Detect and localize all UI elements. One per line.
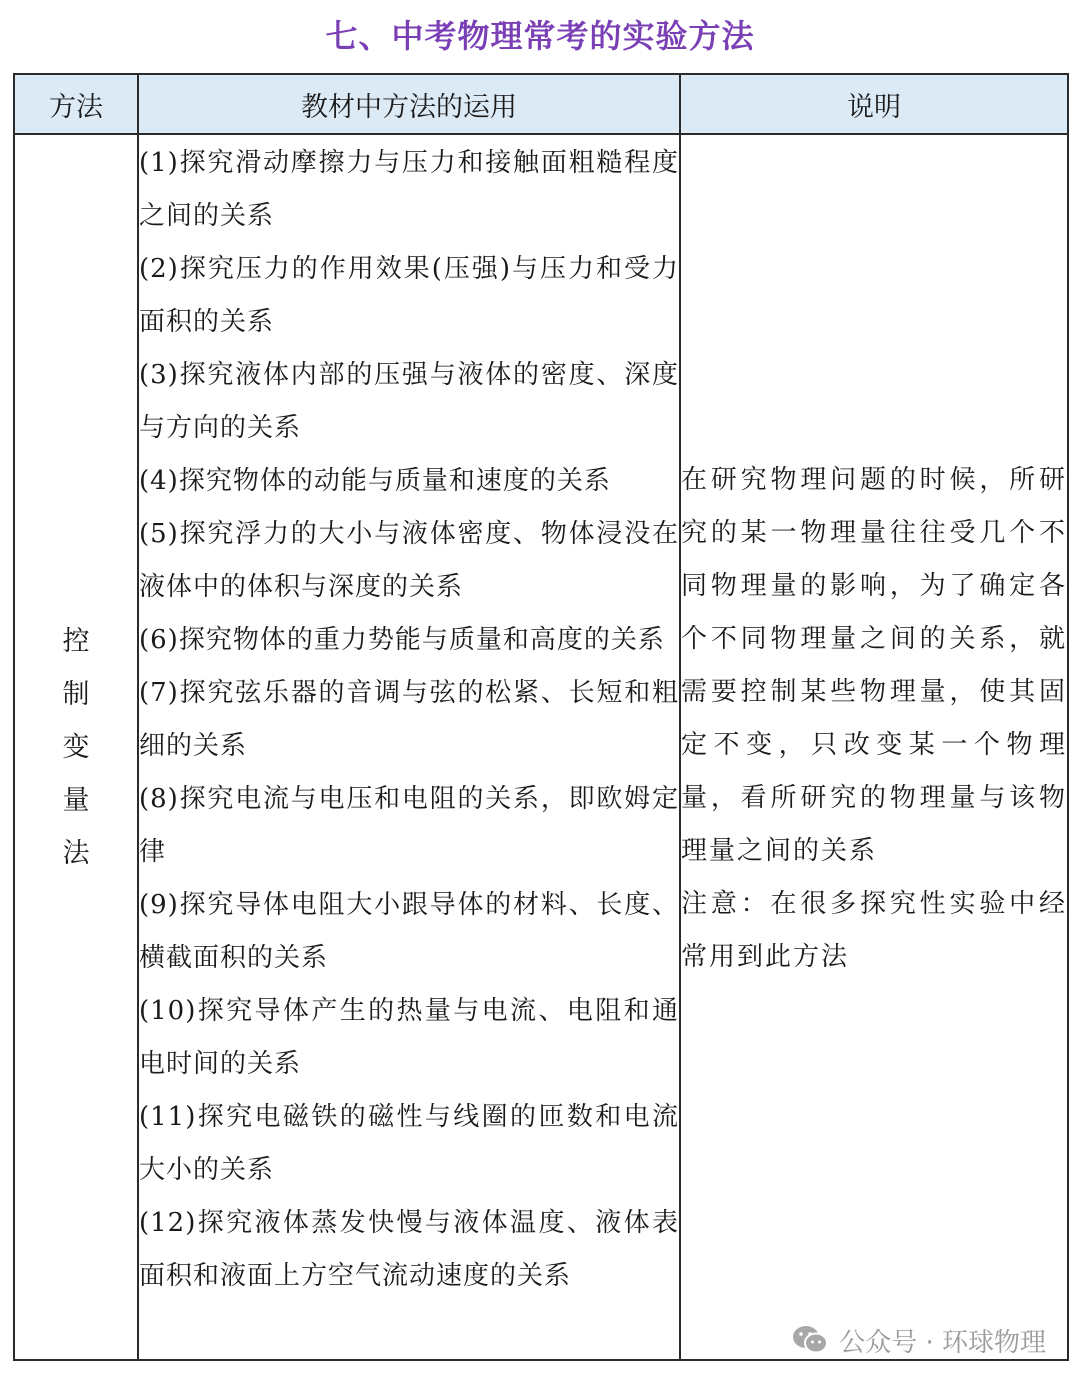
list-item: (4)探究物体的动能与质量和速度的关系 bbox=[139, 466, 611, 496]
list-item: (2)探究压力的作用效果(压强)与压力和受力面积的关系 bbox=[139, 254, 679, 337]
watermark-text: 公众号 · 环球物理 bbox=[839, 1327, 1046, 1358]
method-cell bbox=[14, 134, 138, 1360]
list-item: (9)探究导体电阻大小跟导体的材料、长度、横截面积的关系 bbox=[139, 890, 679, 973]
list-item: (7)探究弦乐器的音调与弦的松紧、长短和粗细的关系 bbox=[139, 678, 679, 761]
wechat-icon bbox=[791, 1324, 829, 1356]
list-item: (5)探究浮力的大小与液体密度、物体浸没在液体中的体积与深度的关系 bbox=[139, 519, 679, 602]
list-item: (12)探究液体蒸发快慢与液体温度、液体表面积和液面上方空气流动速度的关系 bbox=[139, 1208, 679, 1291]
notes-cell bbox=[680, 134, 1068, 1360]
list-item: (11)探究电磁铁的磁性与线圈的匝数和电流大小的关系 bbox=[139, 1102, 679, 1185]
watermark bbox=[791, 1318, 1046, 1362]
uses-list bbox=[139, 135, 679, 1303]
header-method: 方法 bbox=[14, 74, 138, 134]
note-main: 在研究物理问题的时候，所研究的某一物理量往往受几个不同物理量的影响，为了确定各个不同物理量之间的关系，就需要控制某些物理量，使其固定不变，只改变某一个物理量，看所研究的物理量与该物理量之间的关系 bbox=[681, 465, 1067, 866]
header-uses: 教材中方法的运用 bbox=[138, 74, 680, 134]
uses-cell bbox=[138, 134, 680, 1360]
list-item: (8)探究电流与电压和电阻的关系，即欧姆定律 bbox=[139, 784, 679, 867]
list-item: (3)探究液体内部的压强与液体的密度、深度与方向的关系 bbox=[139, 360, 679, 443]
methods-table bbox=[13, 73, 1069, 1361]
table-row bbox=[14, 134, 1068, 1360]
list-item: (1)探究滑动摩擦力与压力和接触面粗糙程度之间的关系 bbox=[139, 148, 679, 231]
page-title: 七、中考物理常考的实验方法 bbox=[325, 17, 755, 55]
method-name: 控制变量法 bbox=[62, 625, 90, 869]
list-item: (6)探究物体的重力势能与质量和高度的关系 bbox=[139, 625, 665, 655]
header-notes: 说明 bbox=[680, 74, 1068, 134]
table-header-row bbox=[14, 74, 1068, 134]
note-extra: 注意：在很多探究性实验中经常用到此方法 bbox=[681, 889, 1067, 972]
list-item: (10)探究导体产生的热量与电流、电阻和通电时间的关系 bbox=[139, 996, 679, 1079]
notes-text bbox=[681, 135, 1067, 984]
